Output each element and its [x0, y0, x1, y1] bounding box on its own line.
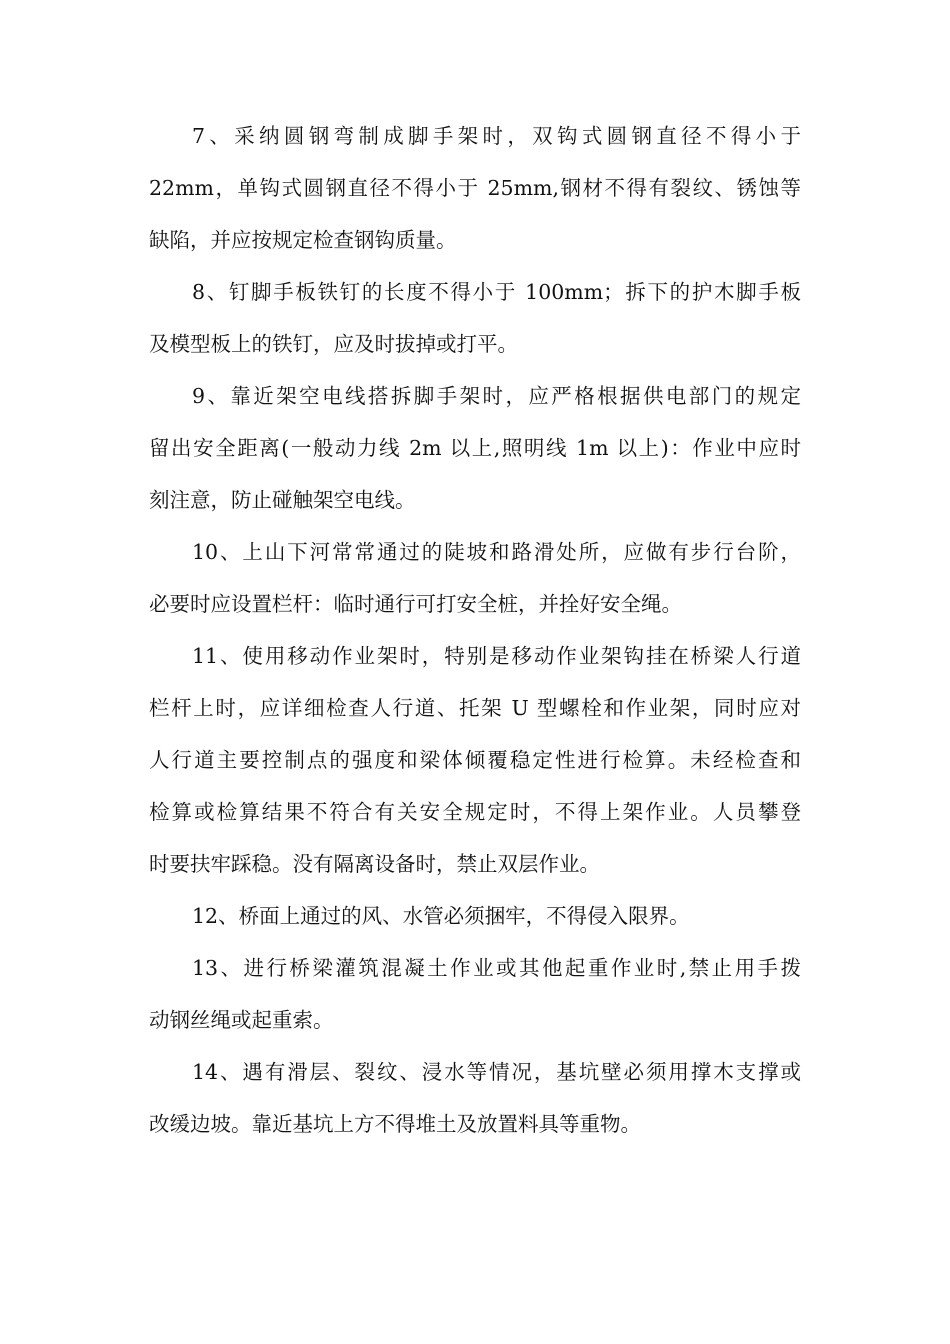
paragraph-12 [149, 890, 801, 942]
paragraph-7 [149, 110, 801, 266]
text-line: 必要时应设置栏杆：临时通行可打安全桩，并拴好安全绳。 [149, 592, 682, 616]
text-line: 10、上山下河常常通过的陡坡和路滑处所，应做有步行台阶， [192, 540, 801, 564]
text-line: 8、钉脚手板铁钉的长度不得小于 100mm；拆下的护木脚手板 [192, 280, 801, 304]
text-line: 11、使用移动作业架时，特别是移动作业架钩挂在桥梁人行道 [192, 644, 801, 668]
paragraph-14 [149, 1046, 801, 1150]
paragraph-9 [149, 370, 801, 526]
document-body [149, 110, 801, 1150]
text-line: 动钢丝绳或起重索。 [149, 1008, 334, 1032]
text-line: 人行道主要控制点的强度和梁体倾覆稳定性进行检算。未经检查和 [149, 748, 801, 772]
paragraph-13 [149, 942, 801, 1046]
paragraph-10 [149, 526, 801, 630]
text-line: 22mm，单钩式圆钢直径不得小于 25mm,钢材不得有裂纹、锈蚀等 [149, 176, 801, 200]
text-line: 及模型板上的铁钉，应及时拔掉或打平。 [149, 332, 518, 356]
paragraph-11 [149, 630, 801, 890]
text-line: 改缓边坡。靠近基坑上方不得堆土及放置料具等重物。 [149, 1112, 641, 1136]
text-line: 刻注意，防止碰触架空电线。 [149, 488, 416, 512]
text-line: 13、进行桥梁灌筑混凝土作业或其他起重作业时,禁止用手拨 [192, 956, 801, 980]
text-line: 时要扶牢踩稳。没有隔离设备时，禁止双层作业。 [149, 852, 600, 876]
text-line: 12、桥面上通过的风、水管必须捆牢，不得侵入限界。 [192, 904, 690, 928]
text-line: 留出安全距离(一般动力线 2m 以上,照明线 1m 以上)：作业中应时 [149, 436, 801, 460]
text-line: 9、靠近架空电线搭拆脚手架时，应严格根据供电部门的规定 [192, 384, 801, 408]
text-line: 缺陷，并应按规定检查钢钩质量。 [149, 228, 457, 252]
text-line: 检算或检算结果不符合有关安全规定时，不得上架作业。人员攀登 [149, 800, 801, 824]
text-line: 7、采纳圆钢弯制成脚手架时，双钩式圆钢直径不得小于 [192, 124, 801, 148]
text-line: 14、遇有滑层、裂纹、浸水等情况，基坑壁必须用撑木支撑或 [192, 1060, 801, 1084]
paragraph-8 [149, 266, 801, 370]
text-line: 栏杆上时，应详细检查人行道、托架 U 型螺栓和作业架，同时应对 [149, 696, 801, 720]
